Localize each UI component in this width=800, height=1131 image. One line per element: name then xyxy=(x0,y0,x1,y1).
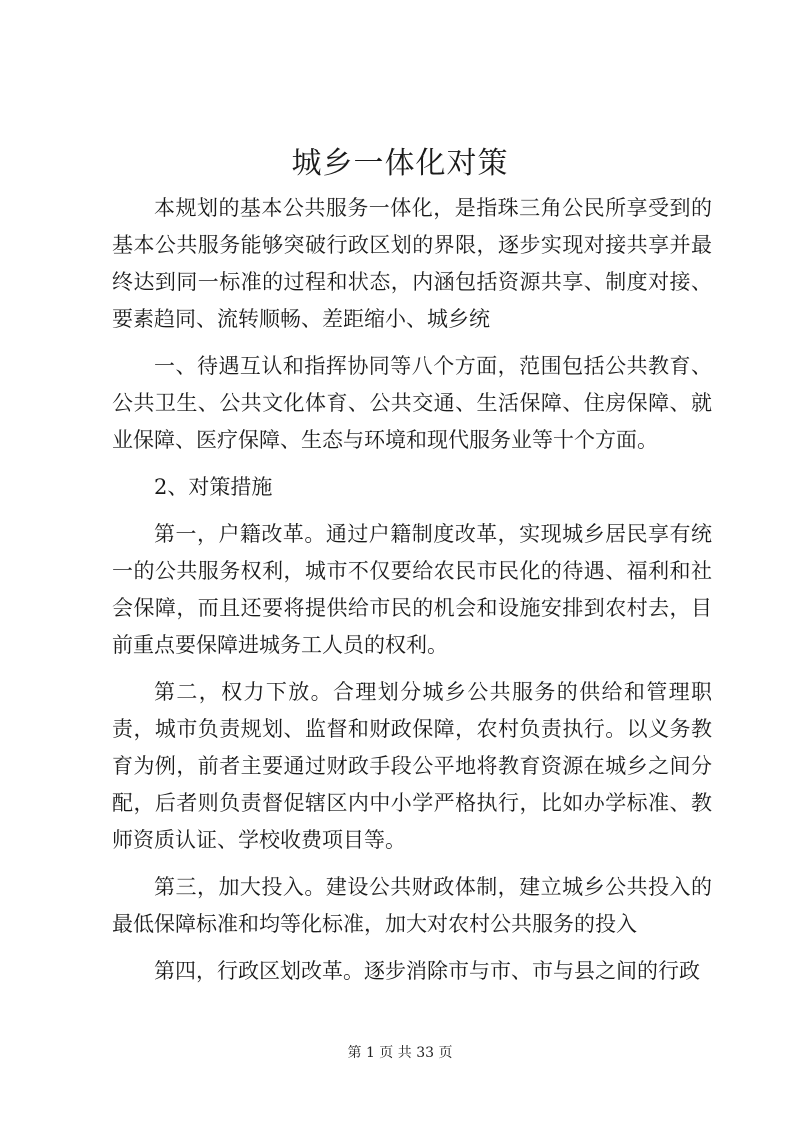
paragraph: 第一，户籍改革。通过户籍制度改革，实现城乡居民享有统一的公共服务权利，城市不仅要给农民市民化的待遇、福利和社会保障，而且还要将提供给市民的机会和设施安排到农村去，目前重点要保障进城务工人员的权利。 xyxy=(112,522,712,657)
document-title: 城乡一体化对策 xyxy=(291,146,509,181)
paragraph: 第三，加大投入。建设公共财政体制，建立城乡公共投入的最低保障标准和均等化标准，加大对农村公共服务的投入 xyxy=(112,875,712,936)
paragraph: 第二，权力下放。合理划分城乡公共服务的供给和管理职责，城市负责规划、监督和财政保障，农村负责执行。以义务教育为例，前者主要通过财政手段公平地将教育资源在城乡之间分配，后者则负责督促辖区内中小学严格执行，比如办学标准、教师资质认证、学校收费项目等。 xyxy=(112,680,712,852)
document-body xyxy=(112,190,712,1000)
page-number-footer: 第 1 页 共 33 页 xyxy=(347,1045,453,1061)
paragraph: 一、待遇互认和指挥协同等八个方面，范围包括公共教育、公共卫生、公共文化体育、公共交通、生活保障、住房保障、就业保障、医疗保障、生态与环境和现代服务业等十个方面。 xyxy=(112,354,712,452)
paragraph: 本规划的基本公共服务一体化，是指珠三角公民所享受到的基本公共服务能够突破行政区划的界限，逐步实现对接共享并最终达到同一标准的过程和状态，内涵包括资源共享、制度对接、要素趋同、流转顺畅、差距缩小、城乡统 xyxy=(112,196,712,331)
section-heading: 2、对策措施 xyxy=(154,475,273,499)
paragraph: 第四，行政区划改革。逐步消除市与市、市与县之间的行政 xyxy=(154,959,700,983)
